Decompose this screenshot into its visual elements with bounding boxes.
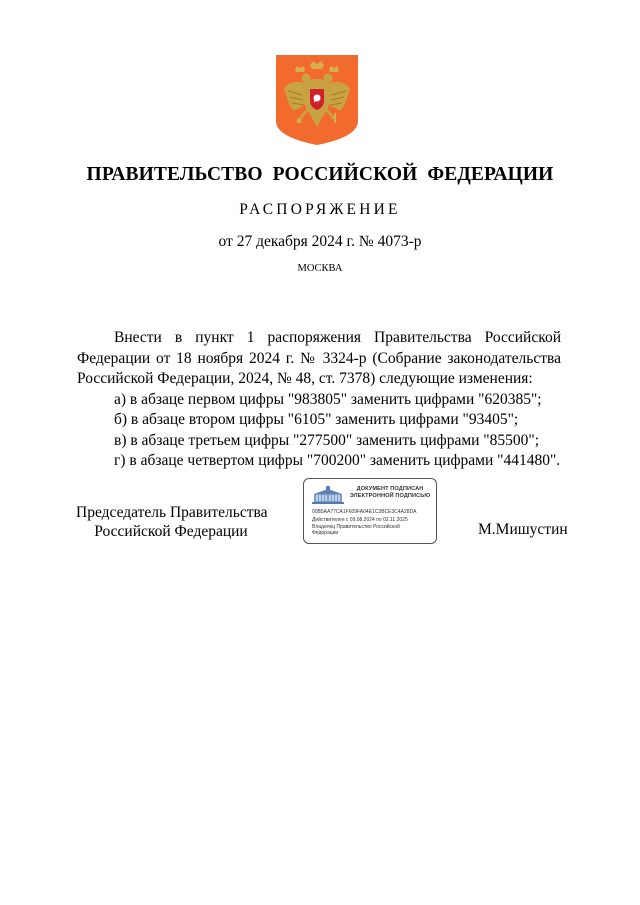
- government-building-icon: [311, 485, 345, 505]
- stamp-owner-line1: Владелец Правительство Российской: [312, 524, 400, 530]
- change-item-c: в) в абзаце третьем цифры "277500" заменить цифрами "85500";: [114, 431, 540, 449]
- stamp-title-line2: ЭЛЕКТРОННОЙ ПОДПИСЬЮ: [349, 493, 431, 499]
- stamp-title: [344, 486, 436, 500]
- electronic-signature-stamp: [303, 478, 437, 544]
- document-date-number: от 27 декабря 2024 г. № 4073-р: [218, 233, 422, 250]
- document-type: РАСПОРЯЖЕНИЕ: [239, 201, 401, 218]
- main-paragraph: Внести в пункт 1 распоряжения Правительства Российской Федерации от 18 ноября 2024 г. № 3324-р (Собрание законодательства Российской Федерации, 2024, № 48, ст. 7378) следующие изменения:: [77, 329, 561, 387]
- organization-title: ПРАВИТЕЛЬСТВО РОССИЙСКОЙ ФЕДЕРАЦИИ: [86, 164, 554, 185]
- change-item-b: б) в абзаце втором цифры "6105" заменить цифрами "93405";: [114, 411, 519, 428]
- change-item-a: а) в абзаце первом цифры "983805" заменить цифрами "620385";: [114, 390, 542, 408]
- change-item-d: г) в абзаце четвертом цифры "700200" заменить цифрами "441480".: [114, 452, 561, 469]
- stamp-owner-line2: Федерации: [312, 530, 339, 536]
- document-body: [77, 328, 561, 472]
- stamp-certificate: 00B5AA77CA1F609FA04E1C3BCE3C4A28DA: [312, 509, 417, 515]
- coat-of-arms-icon: [276, 55, 358, 145]
- stamp-validity: Действителен с 09.08.2024 по 02.11.2025: [312, 517, 408, 523]
- stamp-title-line1: ДОКУМЕНТ ПОДПИСАН: [356, 486, 424, 492]
- signer-position-line2: Российской Федерации: [94, 523, 248, 540]
- signer-position: [76, 503, 266, 541]
- city-name: МОСКВА: [297, 263, 343, 274]
- signer-name: М.Мишустин: [478, 521, 568, 538]
- signer-position-line1: Председатель Правительства: [76, 504, 268, 521]
